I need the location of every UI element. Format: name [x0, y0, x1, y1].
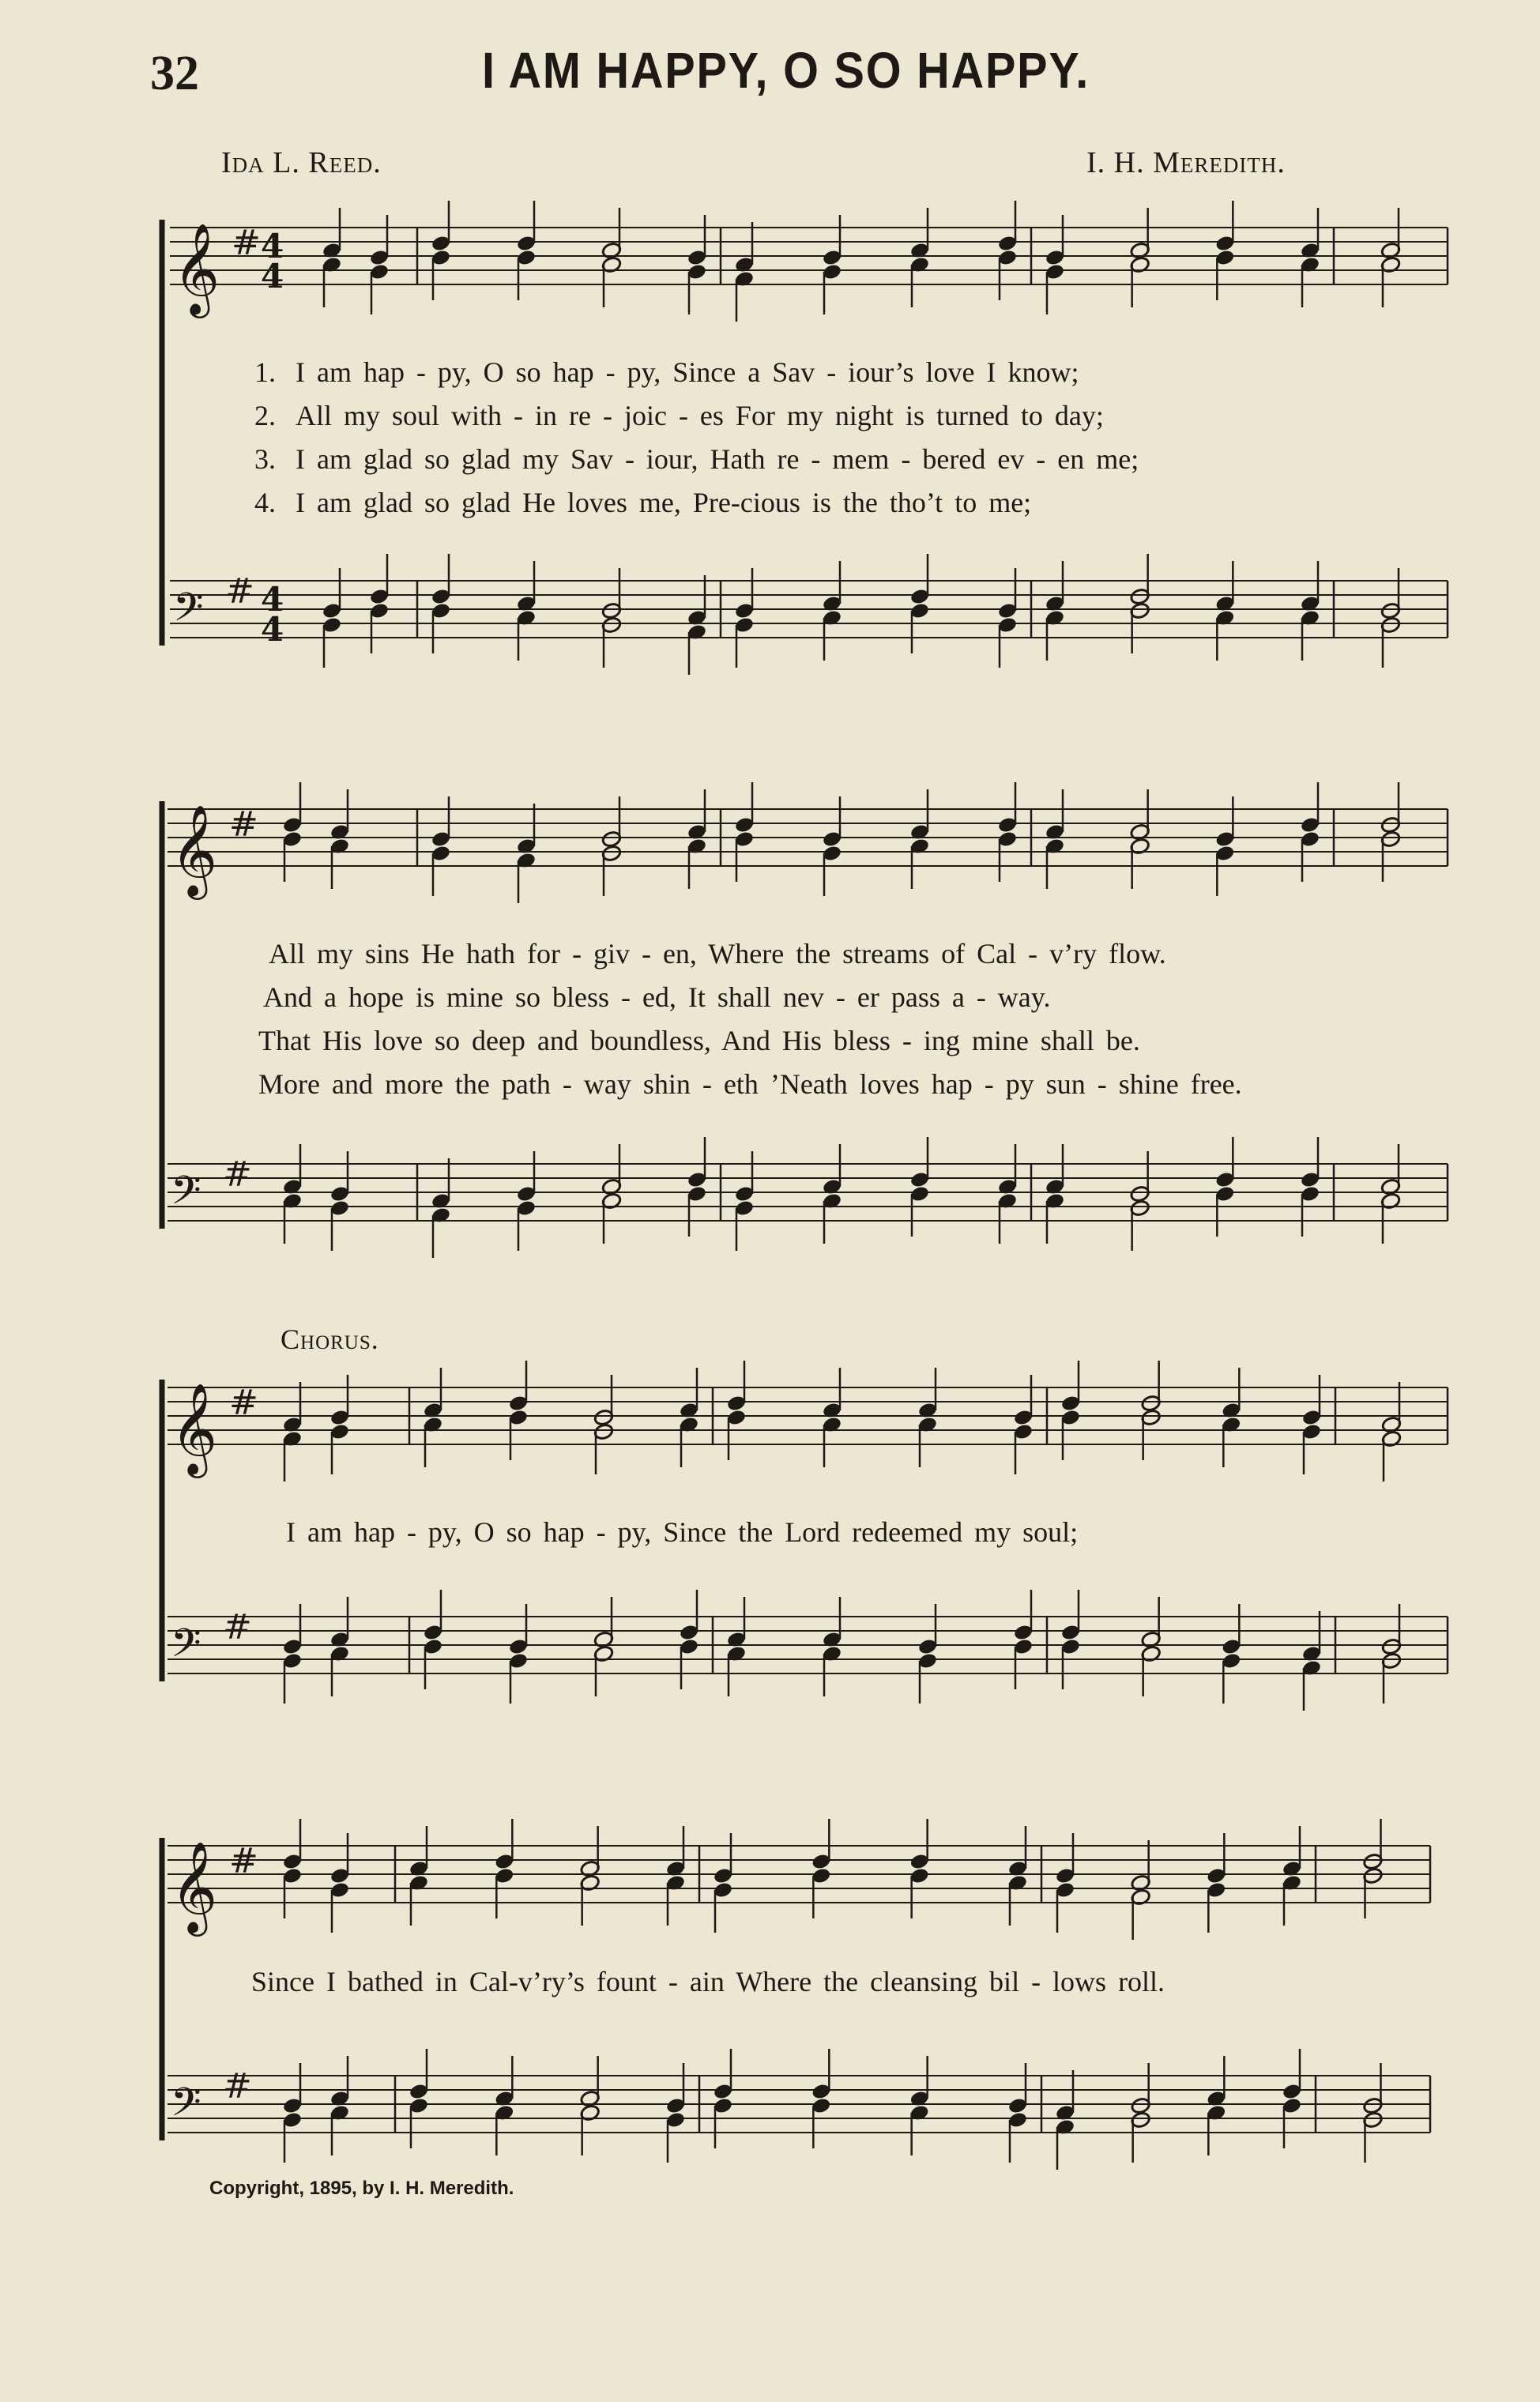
composer-credit: I. H. Meredith.	[1086, 146, 1286, 179]
hymn-title: I AM HAPPY, O SO HAPPY.	[482, 42, 1090, 99]
verse-4-line-2: More and more the path - way shin - eth ’Neath loves hap - py sun - shine free.	[258, 1068, 1242, 1100]
sharp-icon: #	[229, 1383, 258, 1423]
bass-clef-icon: 𝄢	[171, 2080, 201, 2135]
treble-clef-icon: 𝄞	[173, 222, 220, 314]
bass-clef-icon: 𝄢	[171, 1621, 201, 1676]
lyricist-credit: Ida L. Reed.	[221, 146, 382, 179]
verse-3-line-1: 3. I am glad so glad my Sav - iour, Hath re - mem - bered ev - en me;	[254, 443, 1139, 475]
verse-2-line-2: And a hope is mine so bless - ed, It shall nev - er pass a - way.	[263, 981, 1051, 1013]
time-signature-bottom: 4	[261, 610, 284, 649]
time-signature-top: 4	[261, 580, 284, 619]
page-number: 32	[150, 47, 199, 100]
treble-clef-icon: 𝄞	[171, 1840, 218, 1933]
sharp-icon: #	[225, 571, 254, 612]
bass-clef-icon: 𝄢	[173, 585, 204, 640]
sharp-icon: #	[232, 223, 261, 263]
verse-3-line-2: That His love so deep and boundless, And His bless - ing mine shall be.	[258, 1025, 1140, 1056]
verse-1-line-1: 1. I am hap - py, O so hap - py, Since a Sav - iour’s love I know;	[254, 356, 1079, 388]
sharp-icon: #	[223, 1607, 252, 1647]
verse-4-line-1: 4. I am glad so glad He loves me, Pre-cious is the tho’t to me;	[254, 487, 1032, 518]
sharp-icon: #	[229, 1841, 258, 1881]
time-signature-top: 4	[261, 227, 284, 265]
copyright-notice: Copyright, 1895, by I. H. Meredith.	[209, 2178, 514, 2199]
chorus-label: Chorus.	[281, 1323, 379, 1355]
verse-1-line-2: All my sins He hath for - giv - en, Where the streams of Cal - v’ry flow.	[269, 938, 1166, 969]
sharp-icon: #	[229, 804, 258, 845]
chorus-line-1: I am hap - py, O so hap - py, Since the Lord redeemed my soul;	[286, 1516, 1079, 1548]
sharp-icon: #	[223, 1154, 252, 1195]
treble-clef-icon: 𝄞	[171, 804, 218, 896]
time-signature-bottom: 4	[261, 257, 284, 296]
verse-2-line-1: 2. All my soul with - in re - joic - es For my night is turned to day;	[254, 400, 1104, 431]
chorus-line-2: Since I bathed in Cal-v’ry’s fount - ain Where the cleansing bil - lows roll.	[251, 1966, 1165, 1997]
bass-clef-icon: 𝄢	[171, 1168, 201, 1223]
sharp-icon: #	[223, 2066, 252, 2106]
treble-clef-icon: 𝄞	[171, 1382, 218, 1474]
